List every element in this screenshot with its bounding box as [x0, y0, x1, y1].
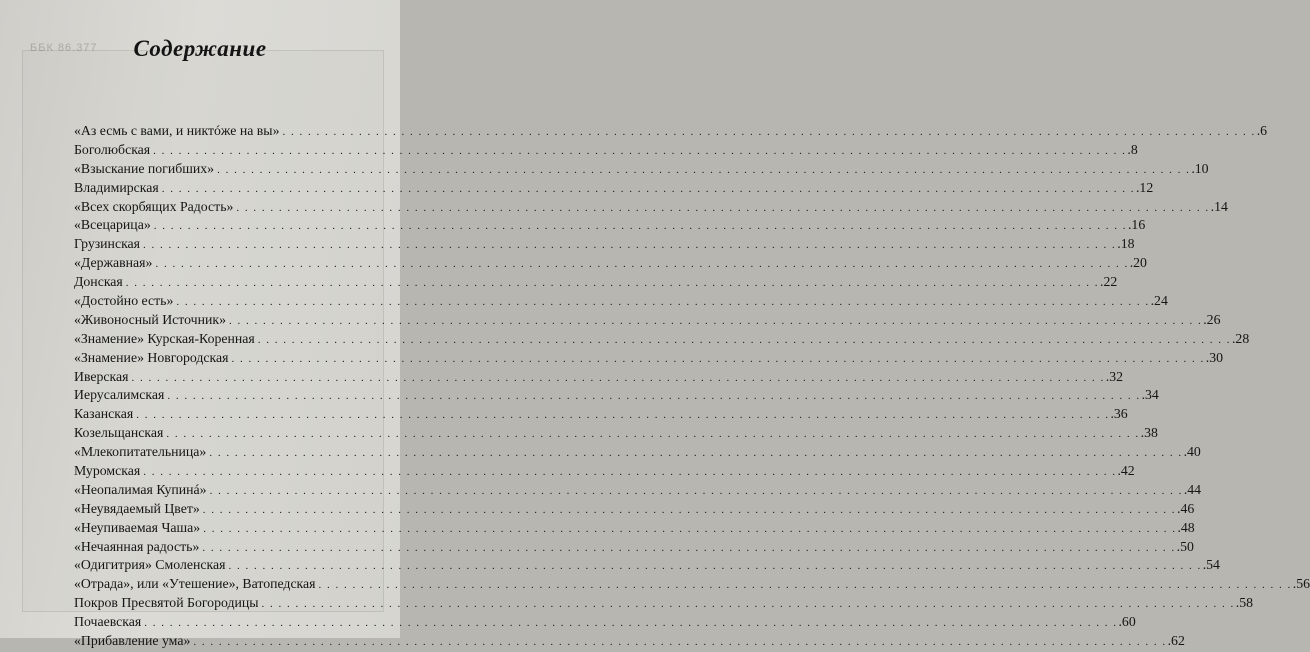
toc-entry-page-number: .36	[1110, 406, 1128, 422]
toc-entry-page-number: .54	[1202, 557, 1220, 573]
toc-entry-page-number: .8	[1127, 141, 1138, 157]
toc-entry-title: Владимирская	[74, 179, 159, 195]
toc-entry-page-number: .40	[1183, 444, 1201, 460]
toc-entry-page-number: .50	[1176, 538, 1194, 554]
dot-leader	[210, 482, 1183, 501]
toc-entry	[74, 575, 1310, 594]
toc-entry-title: «Всех скорбящих Радость»	[74, 198, 234, 214]
dot-leader	[209, 444, 1182, 463]
toc-entry-page-number: .48	[1177, 519, 1195, 535]
dot-leader	[229, 312, 1202, 331]
toc-entry-page-number: .42	[1117, 463, 1135, 479]
toc-entry-page-number: .30	[1205, 349, 1224, 365]
toc-entry	[74, 122, 1268, 141]
toc-entry	[74, 594, 1254, 613]
show-through-text: ББК 86.377	[30, 42, 98, 54]
dot-leader	[319, 576, 1292, 595]
toc-entry-title: «Одигитрия» Смоленская	[74, 557, 226, 573]
dot-leader	[203, 501, 1176, 520]
toc-entry-title: «Неопалимая Купинá»	[74, 481, 207, 497]
toc-entry-title: Козельщанская	[74, 425, 164, 441]
dot-leader	[132, 369, 1105, 388]
toc-entry	[74, 235, 1135, 254]
toc-entry-title: Казанская	[74, 406, 134, 422]
toc-entry	[74, 632, 1185, 651]
dot-leader	[176, 293, 1149, 312]
toc-entry-page-number: .44	[1183, 481, 1202, 497]
toc-entry	[74, 254, 1147, 273]
dot-leader	[155, 255, 1128, 274]
toc-entry-page-number: .6	[1256, 123, 1268, 138]
toc-entry-title: Почаевская	[74, 614, 142, 630]
toc-entry-page-number: .62	[1167, 633, 1185, 649]
toc-entry	[74, 141, 1138, 160]
dot-leader	[202, 539, 1175, 558]
page-title: Содержание	[133, 36, 267, 61]
dot-leader	[136, 406, 1109, 425]
toc-entry-title: «Взыскание погибших»	[74, 160, 215, 176]
toc-entry-title: «Отрада», или «Утешение», Ватопедская	[74, 576, 316, 592]
toc-entry-title: «Неупиваемая Чаша»	[74, 519, 201, 535]
toc-entry	[74, 160, 1209, 179]
toc-entry-title: Грузинская	[74, 236, 141, 252]
toc-entry-page-number: .46	[1177, 500, 1195, 516]
toc-entry-title: «Знамение» Курская-Коренная	[74, 330, 255, 346]
toc-entry	[74, 311, 1221, 330]
dot-leader	[166, 425, 1139, 444]
toc-entry-title: Боголюбская	[74, 141, 151, 157]
dot-leader	[126, 274, 1099, 293]
toc-entry	[74, 556, 1220, 575]
dot-leader	[162, 180, 1135, 199]
toc-entry	[74, 462, 1135, 481]
table-of-contents	[74, 122, 1310, 651]
toc-entry-page-number: .32	[1105, 368, 1124, 384]
toc-entry-page-number: .22	[1100, 274, 1118, 290]
toc-entry-title: «Прибавление ума»	[74, 633, 191, 649]
dot-leader	[236, 199, 1209, 218]
toc-entry	[74, 538, 1194, 557]
toc-entry-title: «Неувядаемый Цвет»	[74, 500, 200, 516]
toc-entry-title: «Державная»	[74, 255, 153, 271]
toc-entry-page-number: .58	[1235, 595, 1254, 611]
toc-entry-title: «Нечаянная радость»	[74, 538, 200, 554]
toc-entry-title: «Млекопитательница»	[74, 444, 207, 460]
dot-leader	[167, 387, 1140, 406]
toc-entry-title: Донская	[74, 274, 123, 290]
toc-entry	[74, 368, 1124, 387]
dot-leader	[143, 236, 1116, 255]
toc-entry	[74, 500, 1195, 519]
toc-entry-page-number: .12	[1135, 179, 1154, 195]
toc-entry-page-number: .56	[1292, 576, 1310, 592]
toc-entry-title: «Живоносный Источник»	[74, 311, 226, 327]
toc-entry	[74, 216, 1146, 235]
toc-entry	[74, 198, 1228, 217]
dot-leader	[203, 520, 1176, 539]
toc-entry-title: Иверская	[74, 368, 129, 384]
toc-entry-page-number: .34	[1141, 387, 1159, 403]
dot-leader	[282, 123, 1255, 142]
toc-entry-title: Иерусалимская	[74, 387, 165, 403]
toc-entry	[74, 443, 1201, 462]
dot-leader	[144, 614, 1117, 633]
toc-entry-title: Муромская	[74, 463, 141, 479]
toc-entry-page-number: .60	[1118, 614, 1136, 630]
toc-entry-page-number: .24	[1150, 293, 1168, 309]
toc-entry	[74, 273, 1118, 292]
dot-leader	[258, 331, 1231, 350]
toc-entry-page-number: .38	[1140, 425, 1158, 441]
toc-entry	[74, 386, 1159, 405]
dot-leader	[154, 217, 1127, 236]
dot-leader	[228, 557, 1201, 576]
toc-entry-page-number: .18	[1117, 236, 1135, 252]
toc-entry-page-number: .26	[1203, 311, 1221, 327]
toc-entry	[74, 519, 1195, 538]
toc-entry	[74, 613, 1136, 632]
toc-entry	[74, 424, 1158, 443]
toc-entry-page-number: .20	[1129, 255, 1147, 271]
dot-leader	[193, 633, 1166, 652]
toc-entry	[74, 349, 1224, 368]
dot-leader	[153, 142, 1126, 161]
dot-leader	[262, 595, 1235, 614]
toc-entry-title: «Аз есмь с вами, и никтóже на вы»	[74, 123, 280, 138]
dot-leader	[217, 161, 1190, 180]
toc-entry-title: Покров Пресвятой Богородицы	[74, 595, 259, 611]
toc-entry-title: «Достойно есть»	[74, 293, 174, 309]
toc-entry-page-number: .16	[1127, 217, 1146, 233]
toc-entry	[74, 405, 1128, 424]
toc-entry-page-number: .28	[1231, 330, 1250, 346]
dot-leader	[232, 350, 1205, 369]
toc-entry	[74, 330, 1250, 349]
toc-entry	[74, 292, 1168, 311]
toc-entry-page-number: .10	[1191, 160, 1209, 176]
dot-leader	[143, 463, 1116, 482]
toc-entry-page-number: .14	[1210, 198, 1228, 214]
toc-entry-title: «Знамение» Новгородская	[74, 349, 229, 365]
toc-entry	[74, 179, 1154, 198]
toc-entry	[74, 481, 1202, 500]
toc-entry-title: «Всецарица»	[74, 217, 151, 233]
